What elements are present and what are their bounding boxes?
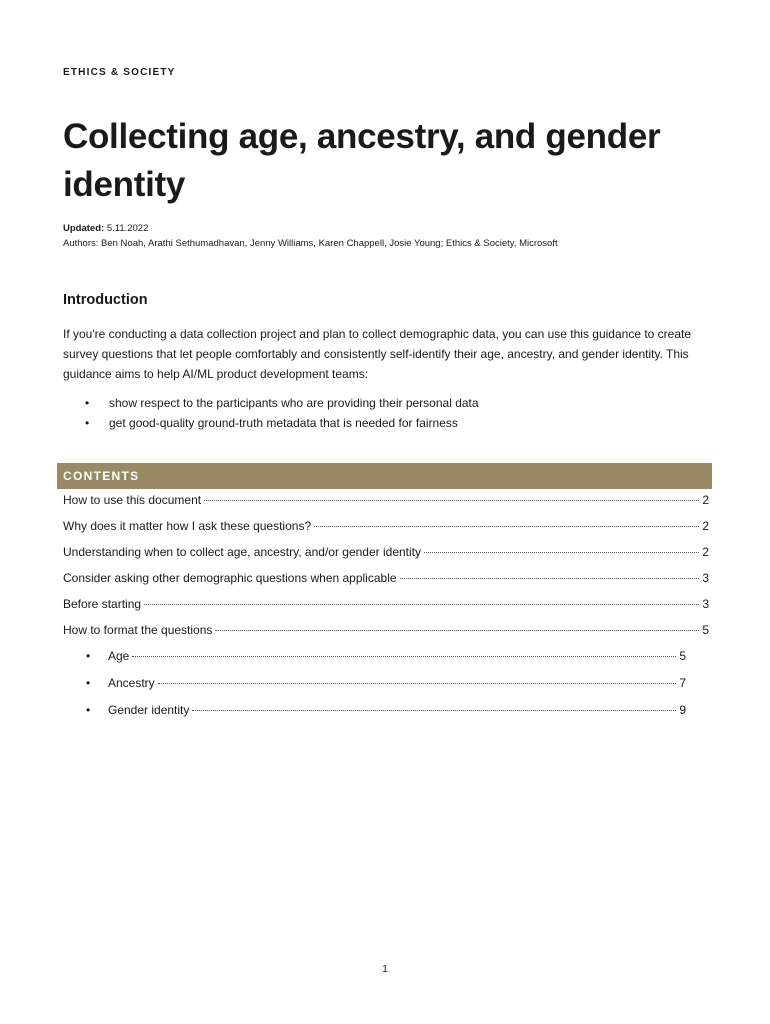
bullet-icon: • — [86, 649, 91, 663]
updated-date: 5.11.2022 — [106, 223, 149, 234]
toc-page-number: 2 — [702, 519, 709, 533]
toc-page-number: 5 — [702, 623, 709, 637]
toc-entry-before-starting[interactable] — [63, 596, 709, 612]
toc-leader — [215, 630, 699, 631]
contents-label: CONTENTS — [63, 469, 140, 483]
toc-subentry-gender-identity[interactable] — [108, 702, 686, 718]
toc-entry-text: Gender identity — [108, 703, 190, 717]
list-item-text: get good-quality ground-truth metadata that is needed for fairness — [109, 416, 458, 430]
list-item-text: show respect to the participants who are providing their personal data — [109, 396, 479, 410]
toc-page-number: 3 — [702, 597, 709, 611]
bullet-icon: • — [86, 703, 91, 717]
toc-leader — [424, 552, 699, 553]
bullet-icon: • — [86, 676, 91, 690]
toc-entry-text: How to use this document — [63, 493, 202, 507]
toc-leader — [314, 526, 699, 527]
page-number: 1 — [382, 964, 388, 975]
toc-entry-other-demographics[interactable] — [63, 570, 709, 586]
updated-label: Updated: — [63, 223, 105, 234]
toc-leader — [204, 500, 699, 501]
list-item — [63, 393, 703, 413]
toc-entry-text: Before starting — [63, 597, 142, 611]
toc-leader — [158, 683, 677, 684]
toc-entry-text: Ancestry — [108, 676, 155, 690]
introduction-bullet-list — [63, 393, 703, 433]
toc-leader — [192, 710, 676, 711]
toc-page-number: 5 — [679, 649, 686, 663]
toc-leader — [400, 578, 700, 579]
section-eyebrow: ETHICS & SOCIETY — [63, 67, 176, 78]
toc-entry-text: Age — [108, 649, 130, 663]
toc-page-number: 3 — [702, 571, 709, 585]
toc-entry-how-to-use[interactable] — [63, 492, 709, 508]
toc-entry-understanding-when[interactable] — [63, 544, 709, 560]
toc-entry-how-to-format[interactable] — [63, 622, 709, 638]
toc-page-number: 9 — [679, 703, 686, 717]
toc-page-number: 7 — [679, 676, 686, 690]
toc-entry-text: Consider asking other demographic questions when applicable — [63, 571, 397, 585]
toc-subentry-ancestry[interactable] — [108, 675, 686, 691]
toc-entry-text: Understanding when to collect age, ancestry, and/or gender identity — [63, 545, 421, 559]
bullet-icon: • — [85, 416, 90, 430]
toc-entry-text: Why does it matter how I ask these questions? — [63, 519, 312, 533]
list-item — [63, 413, 703, 433]
authors-line: Authors: Ben Noah, Arathi Sethumadhavan, Jenny Williams, Karen Chappell, Josie Young; Ethics & Society, Microsoft — [63, 238, 558, 249]
bullet-icon: • — [85, 396, 90, 410]
introduction-paragraph: If you're conducting a data collection project and plan to collect demographic data, you can use this guidance to create survey questions that let people comfortably and consistently self-identify their age, ancestry, and gender identity. This guidance aims to help AI/ML product development teams: — [63, 327, 692, 381]
toc-leader — [132, 656, 676, 657]
toc-entry-text: How to format the questions — [63, 623, 213, 637]
toc-leader — [144, 604, 699, 605]
page-title: Collecting age, ancestry, and gender identity — [63, 117, 661, 204]
toc-page-number: 2 — [702, 493, 709, 507]
contents-header-bar — [57, 463, 712, 489]
toc-entry-why-it-matters[interactable] — [63, 518, 709, 534]
toc-subentry-age[interactable] — [108, 648, 686, 664]
updated-line — [63, 223, 148, 234]
toc-page-number: 2 — [702, 545, 709, 559]
introduction-heading: Introduction — [63, 292, 148, 308]
